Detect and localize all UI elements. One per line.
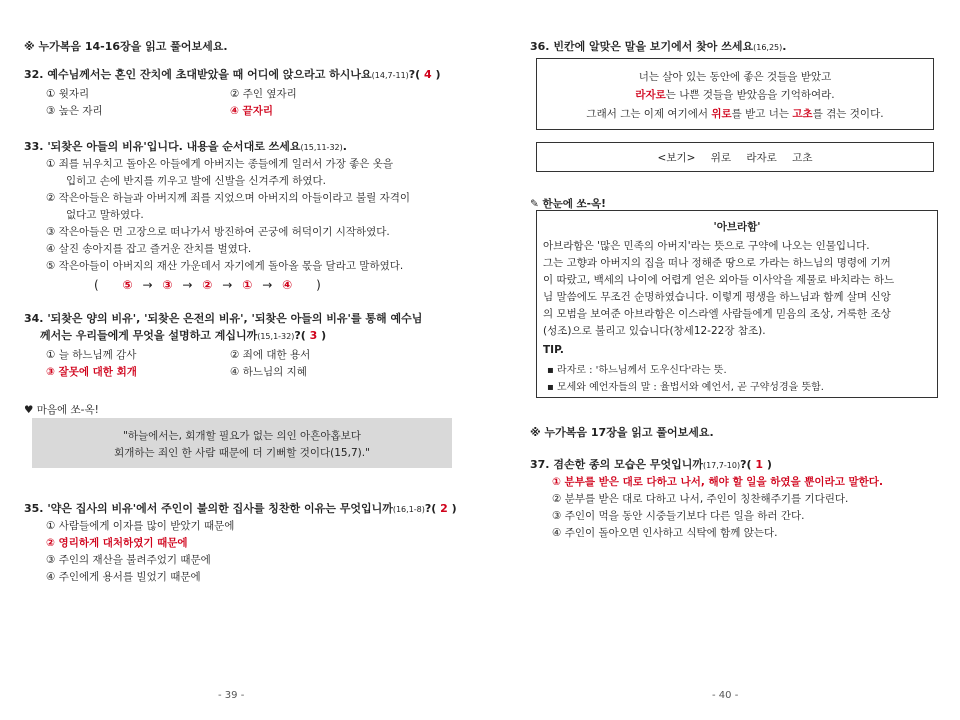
question-text: 37. 겸손한 종의 모습은 무엇입니까 [530,458,703,471]
option-4: ④ 주인에게 용서를 빌었기 때문에 [46,571,201,583]
scripture-ref: (17,7-10) [702,461,741,470]
question-33 [24,138,347,154]
option-2-answer: ② 영리하게 대처하였기 때문에 [46,537,188,549]
example-word: 위로 [710,152,732,164]
question-35 [24,500,457,516]
answer-mark: 2 [440,502,448,515]
arrow: → [262,278,273,292]
memory-title: ♥ 마음에 쏘-옥! [24,404,99,416]
option-1: ① 윗자리 [46,88,90,100]
option-3: ③ 높은 자리 [46,105,103,117]
option-4: ④ 하느님의 지혜 [230,366,307,378]
item-line: 입히고 손에 반지를 끼우고 발에 신발을 신겨주게 하였다. [66,175,326,187]
tip-item: ▪ 라자로 : '하느님께서 도우신다'라는 뜻. [547,365,727,376]
item-line: 없다고 말하였다. [66,209,144,221]
item-line: ⑤ 작은아들이 아버지의 재산 가운데서 자기에게 돌아올 몫을 달라고 말하였다. [46,260,404,272]
question-36 [530,38,786,54]
option-2: ② 죄에 대한 용서 [230,349,311,361]
question-37 [530,456,772,472]
answer-open: ?( [424,502,437,515]
question-34 [40,327,326,343]
example-word: 라자로 [746,152,777,164]
passage-text: 를 겪는 것이다. [812,108,884,120]
example-words [537,150,933,165]
option-4-answer: ④ 끝자리 [230,105,273,117]
fill-in-box [536,58,934,130]
arrow: → [222,278,233,292]
answer-open: ?( [294,329,306,342]
answer-close: ) [451,502,457,515]
glance-title: ✎ 한눈에 쏘-옥! [530,198,606,210]
blank-answer: 고초 [792,108,813,120]
option-1: ① 사람들에게 이자를 많이 받았기 때문에 [46,520,235,532]
item-line: ④ 살진 송아지를 잡고 즐거운 잔치를 벌였다. [46,243,252,255]
question-end: . [782,40,787,53]
info-line: 님 말씀에도 무조건 순명하였습니다. 이렇게 평생을 하느님과 함께 살며 신앙 [543,291,891,303]
answer-open: ?( [408,68,421,81]
info-line: 이 따랐고, 백세의 나이에 어렵게 얻은 외아들 이사악을 제물로 바치라는 하느 [543,274,895,286]
example-word: 고초 [792,152,813,164]
scripture-ref: (15,1-32) [257,332,295,341]
section-header: ※ 누가복음 17장을 읽고 풀어보세요. [530,426,714,439]
arrow: → [182,278,193,292]
answer-mark: 4 [424,68,432,81]
answer-mark: 3 [309,329,318,342]
option-2: ② 주인 옆자리 [230,88,297,100]
question-text: 께서는 우리들에게 무엇을 설명하고 계십니까 [40,329,258,342]
left-page [22,0,462,720]
blank-answer: 라자로 [635,89,666,101]
option-3: ③ 주인의 재산을 불려주었기 때문에 [46,554,211,566]
info-title: '아브라함' [713,221,761,233]
item-line: ② 작은아들은 하늘과 아버지께 죄를 지었으며 아버지의 아들이라고 불릴 자격이 [46,192,411,204]
sequence-close: ) [316,278,321,292]
abraham-info-box [536,210,938,398]
arrow: → [142,278,153,292]
question-text: 32. 예수님께서는 혼인 잔치에 초대받았을 때 어디에 앉으라고 하시나요 [24,68,372,81]
option-1: ① 늘 하느님께 감사 [46,349,137,361]
page-number: - 40 - [712,690,739,701]
passage-line-3 [537,106,933,121]
question-text: 36. 빈칸에 알맞은 말을 보기에서 찾아 쓰세요 [530,40,754,53]
answer-open: ?( [740,458,752,471]
scripture-ref: (16,25) [753,43,783,52]
answer-close: ) [766,458,772,471]
question-text: 35. '약은 집사의 비유'에서 주인이 불의한 집사를 칭찬한 이유는 무엇입니까 [24,502,393,515]
question-text: 33. '되찾은 아들의 비유'입니다. 내용을 순서대로 쓰세요 [24,140,301,153]
answer-close: ) [321,329,327,342]
passage-text: 는 나쁜 것들을 받았음을 기억하여라. [665,89,835,101]
sequence-step: ② [202,278,213,292]
sequence-step: ③ [162,278,173,292]
sequence-step: ⑤ [122,278,133,292]
answer-mark: 1 [755,458,763,471]
option-2: ② 분부를 받은 대로 다하고 나서, 주인이 칭찬해주기를 기다린다. [552,493,849,505]
section-header: ※ 누가복음 14-16장을 읽고 풀어보세요. [24,40,228,53]
memory-verse-box [32,418,452,468]
passage-text: 그래서 그는 이제 여기에서 [586,108,712,120]
verse-line: 회개하는 죄인 한 사람 때문에 더 기뻐할 것이다(15,7)." [114,447,370,459]
option-3: ③ 주인이 먹을 동안 시중들기보다 다른 일을 하러 간다. [552,510,805,522]
passage-line-1: 너는 살아 있는 동안에 좋은 것들을 받았고 [638,71,832,83]
example-label: <보기> [657,152,696,164]
tip-title: TIP. [543,344,564,356]
question-end: . [342,140,347,153]
right-page [530,0,940,720]
option-4: ④ 주인이 돌아오면 인사하고 식탁에 함께 앉는다. [552,527,778,539]
info-line: (성조)으로 불리고 있습니다(창세12-22장 참조). [543,325,766,337]
page-number: - 39 - [218,690,245,701]
item-line: ① 죄를 뉘우치고 돌아온 아들에게 아버지는 종들에게 일러서 가장 좋은 옷을 [46,158,394,170]
option-3-answer: ③ 잘못에 대한 회개 [46,366,137,378]
option-1-answer: ① 분부를 받은 대로 다하고 나서, 해야 할 일을 하였을 뿐이라고 말한다. [552,476,883,488]
info-line: 의 모범을 보여준 아브라함은 이스라엘 사람들에게 믿음의 조상, 거룩한 조상 [543,308,891,320]
tip-item: ▪ 모세와 예언자들의 말 : 율법서와 예언서, 곧 구약성경을 뜻함. [547,382,824,393]
item-line: ③ 작은아들은 먼 고장으로 떠나가서 방진하여 곤궁에 허덕이기 시작하였다. [46,226,390,238]
passage-line-2 [537,87,933,102]
question-34-line1: 34. '되찾은 양의 비유', '되찾은 은전의 비유', '되찾은 아들의 비유'를 통해 예수님 [24,312,423,325]
scripture-ref: (14,7-11) [371,71,409,80]
example-box [536,142,934,172]
sequence-open: ( [94,278,99,292]
answer-close: ) [435,68,441,81]
verse-line: "하늘에서는, 회개할 필요가 없는 의인 아흔아홉보다 [123,430,361,442]
info-line: 아브라함은 '많은 민족의 아버지'라는 뜻으로 구약에 나오는 인물입니다. [543,240,870,252]
scripture-ref: (15,11-32) [300,143,343,152]
info-line: 그는 고향과 아버지의 집을 떠나 정해준 땅으로 가라는 하느님의 명령에 기꺼 [543,257,891,269]
scripture-ref: (16,1-8) [392,505,425,514]
sequence-answer [94,278,321,292]
passage-text: 를 받고 너는 [731,108,793,120]
blank-answer: 위로 [711,108,732,120]
sequence-step: ① [242,278,253,292]
question-32 [24,66,441,82]
sequence-step: ④ [282,278,293,292]
